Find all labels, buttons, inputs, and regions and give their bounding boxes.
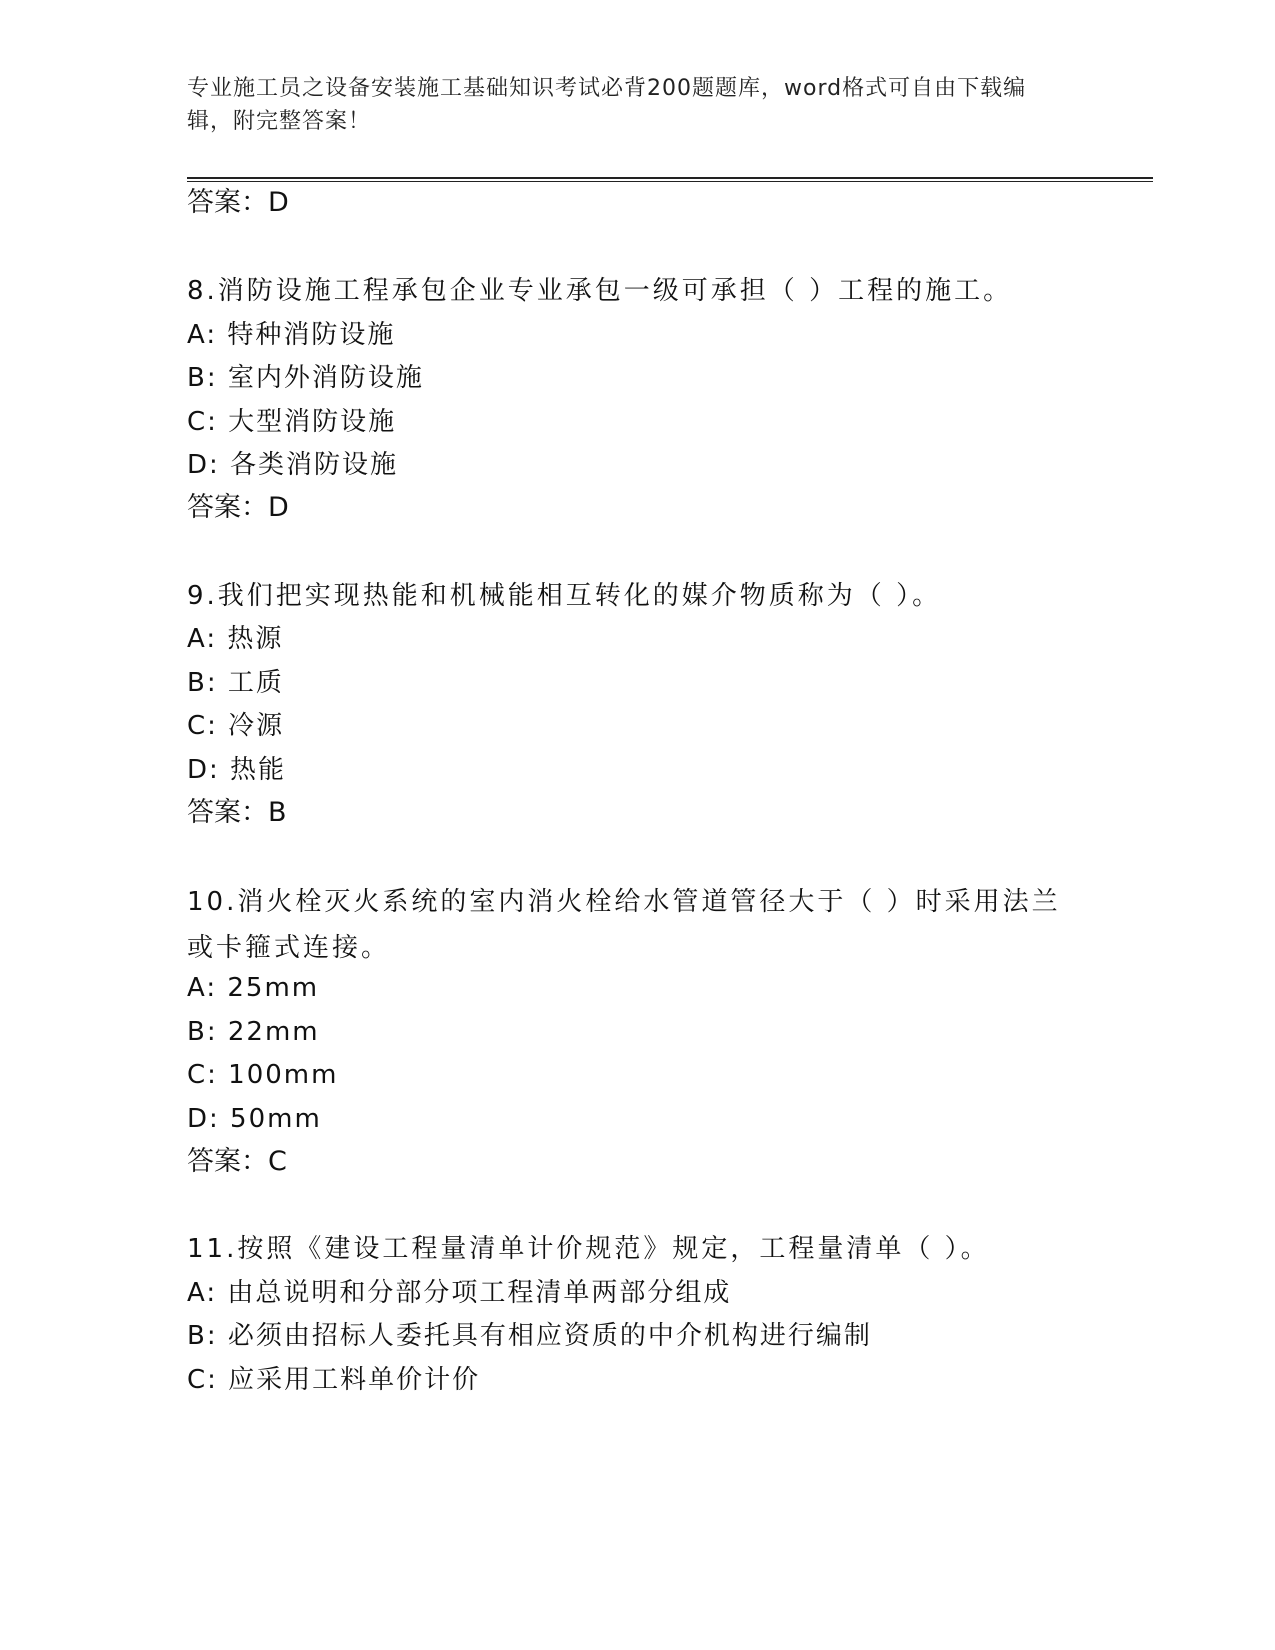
question-10: 10.消火栓灭火系统的室内消火栓给水管道管径大于（ ）时采用法兰或卡箍式连接。 [187,887,1061,963]
header-rule-thin [187,181,1153,182]
q8-option-a: A: 特种消防设施 [187,320,396,350]
q10-option-d: D: 50mm [187,1104,322,1134]
q8-option-b: B: 室内外消防设施 [187,363,424,393]
answer-q7: 答案：D [187,187,289,218]
q10-answer: 答案：C [187,1146,287,1177]
q8-answer: 答案：D [187,492,289,523]
q9-option-d: D: 热能 [187,755,287,785]
question-11: 11.按照《建设工程量清单计价规范》规定，工程量清单（ ）。 [187,1234,990,1264]
q8-option-c: C: 大型消防设施 [187,407,397,437]
q10-option-c: C: 100mm [187,1060,339,1090]
q11-option-a: A: 由总说明和分部分项工程清单两部分组成 [187,1278,732,1308]
question-9: 9.我们把实现热能和机械能相互转化的媒介物质称为（ ）。 [187,581,942,611]
q10-option-b: B: 22mm [187,1017,320,1047]
q11-option-b: B: 必须由招标人委托具有相应资质的中介机构进行编制 [187,1321,872,1351]
document-header: 专业施工员之设备安装施工基础知识考试必背200题题库，word格式可自由下载编辑，附完整答案！ [187,76,1027,134]
question-8: 8.消防设施工程承包企业专业承包一级可承担（ ）工程的施工。 [187,276,1013,306]
q9-option-a: A: 热源 [187,624,284,654]
header-rule-thick [187,177,1153,179]
q11-option-c: C: 应采用工料单价计价 [187,1365,481,1395]
q8-option-d: D: 各类消防设施 [187,450,399,480]
q9-option-c: C: 冷源 [187,711,285,741]
q10-option-a: A: 25mm [187,973,320,1003]
q9-option-b: B: 工质 [187,668,284,698]
q9-answer: 答案：B [187,797,287,828]
